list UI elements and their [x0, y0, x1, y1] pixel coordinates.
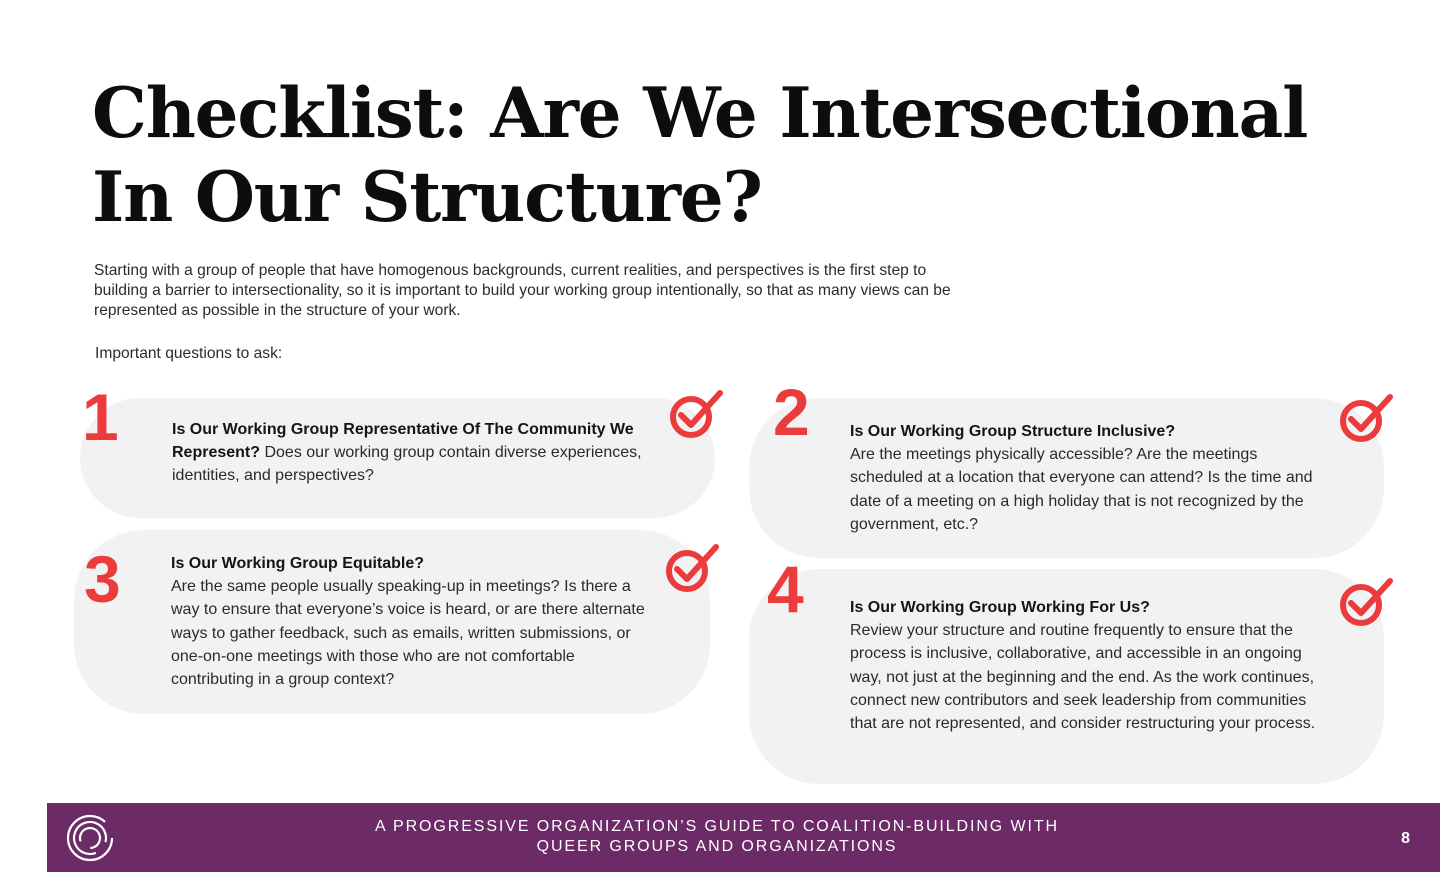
question-body-1: Does our working group contain diverse experiences, identities, and perspectives?: [172, 444, 642, 485]
footer-title-line-2: QUEER GROUPS AND ORGANIZATIONS: [536, 838, 898, 855]
page-number: 8: [1401, 830, 1410, 847]
concentric-circles-logo: [65, 813, 115, 863]
question-text-3: [171, 552, 646, 691]
questions-prompt: Important questions to ask:: [95, 345, 283, 362]
check-circle-icon: [1338, 576, 1396, 630]
title-line-2: In Our Structure?: [92, 157, 762, 238]
question-heading-4: Is Our Working Group Working For Us?: [850, 599, 1150, 616]
footer-title: [297, 817, 1137, 857]
question-heading-1: Is Our Working Group Representative Of The Community We Represent?: [172, 421, 634, 462]
question-heading-3: Is Our Working Group Equitable?: [171, 555, 425, 572]
page-title: [92, 72, 1332, 240]
question-text-1: [172, 418, 652, 488]
question-text-4: [850, 596, 1332, 735]
check-circle-icon: [1338, 392, 1396, 446]
question-number-3: 3: [84, 542, 121, 616]
question-number-1: 1: [82, 380, 119, 454]
footer-title-line-1: A PROGRESSIVE ORGANIZATION’S GUIDE TO COALITION-BUILDING WITH: [375, 818, 1059, 835]
question-number-4: 4: [767, 552, 804, 626]
title-line-1: Checklist: Are We Intersectional: [92, 73, 1308, 154]
question-heading-2: Is Our Working Group Structure Inclusive?: [850, 423, 1176, 440]
check-circle-icon: [664, 542, 722, 596]
question-number-2: 2: [773, 375, 810, 449]
check-circle-icon: [668, 388, 726, 442]
question-body-4: Review your structure and routine frequently to ensure that the process is inclusive, collaborative, and accessible in an ongoing way, not just at the beginning and the end. As the work continues, connect new contributors and seek leadership from communities that are not represented, and consider restructuring your process.: [850, 622, 1316, 733]
intro-paragraph: Starting with a group of people that have homogenous backgrounds, current realities, and perspectives is the first step to building a barrier to intersectionality, so it is important to build your working group intentionally, so that as many views can be represented as possible in the structure of your work.: [94, 262, 951, 319]
question-text-2: [850, 420, 1330, 536]
question-body-3: Are the same people usually speaking-up in meetings? Is there a way to ensure that everyone’s voice is heard, or are there alternate ways to gather feedback, such as emails, written submissions, or one-on-one meetings with those who are not comfortable contributing in a group context?: [171, 578, 645, 689]
footer-bar: [47, 803, 1440, 872]
question-body-2: Are the meetings physically accessible? Are the meetings scheduled at a location that everyone can attend? Is the time and date of a meeting on a high holiday that is not recognized by the government, etc.?: [850, 446, 1313, 533]
